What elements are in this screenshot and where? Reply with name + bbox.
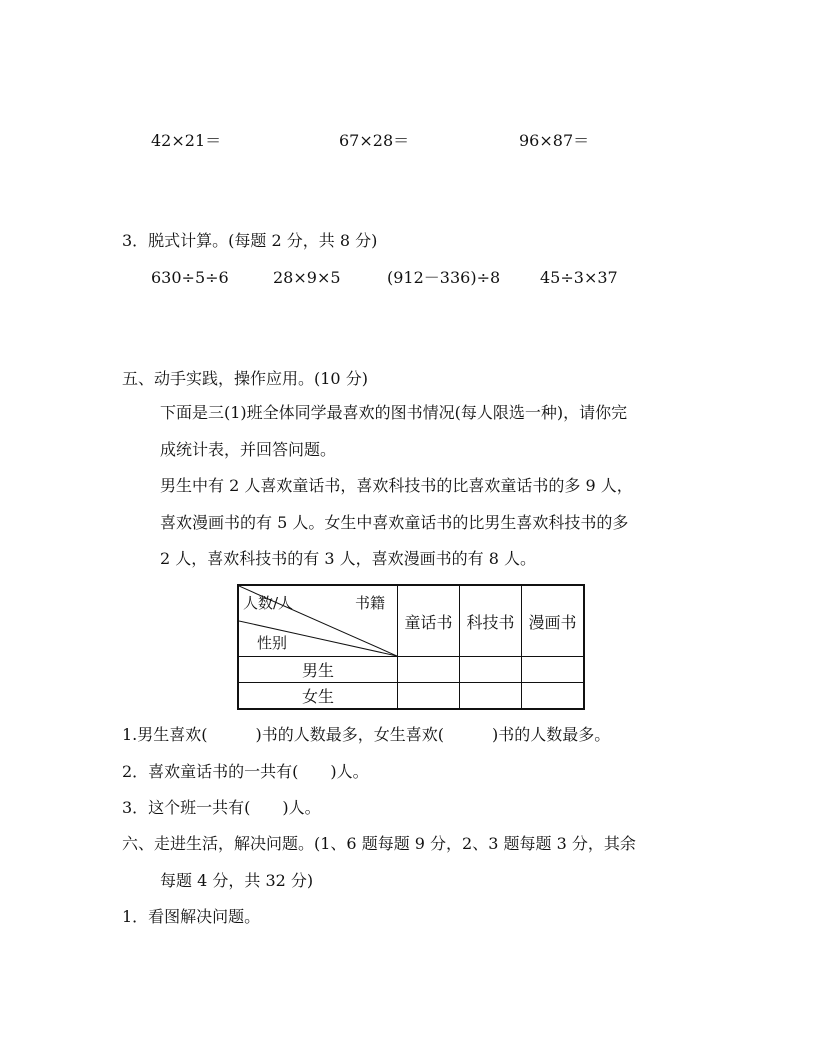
stepcalc-item-3: (912－336)÷8 [387,268,501,287]
calc-item-2: 67×28＝ [339,131,410,150]
stepcalc-item-1: 630÷5÷6 [151,268,229,287]
corner-label-people: 人数/人 [243,594,294,612]
column-header-comic: 漫画书 [522,585,585,657]
table-cell-blank[interactable] [398,683,460,710]
section5-para-line-3: 男生中有 2 人喜欢童话书，喜欢科技书的比喜欢童话书的多 9 人， [160,476,633,495]
statistics-table [237,584,585,710]
section5-title: 五、动手实践，操作应用。(10 分) [122,369,368,388]
table-cell-blank[interactable] [522,657,585,683]
column-header-science: 科技书 [460,585,522,657]
corner-label-gender: 性别 [257,634,288,652]
corner-label-books: 书籍 [355,594,386,612]
section6-question-1: 1．看图解决问题。 [122,907,261,926]
section5-question-1: 1.男生喜欢( )书的人数最多，女生喜欢( )书的人数最多。 [122,725,611,744]
table-cell-blank[interactable] [522,683,585,710]
table-header-row [238,585,584,657]
table-row [238,657,584,683]
section5-para-line-2: 成统计表，并回答问题。 [160,440,337,459]
section6-title: 六、走进生活，解决问题。(1、6 题每题 9 分，2、3 题每题 3 分，其余 [122,834,636,853]
section3-title: 3．脱式计算。(每题 2 分，共 8 分) [122,231,378,250]
table-cell-blank[interactable] [398,657,460,683]
section5-para-line-4: 喜欢漫画书的有 5 人。女生中喜欢童话书的比男生喜欢科技书的多 [160,513,629,532]
column-header-fairy-tale: 童话书 [398,585,460,657]
table-cell-blank[interactable] [460,683,522,710]
stepcalc-item-4: 45÷3×37 [540,268,618,287]
table-corner-cell [238,585,398,657]
table-cell-blank[interactable] [460,657,522,683]
section5-para-line-1: 下面是三(1)班全体同学最喜欢的图书情况(每人限选一种)，请你完 [160,403,628,422]
row-header-girls: 女生 [238,683,398,710]
section5-question-3: 3．这个班一共有( )人。 [122,798,321,817]
section5-question-2: 2．喜欢童话书的一共有( )人。 [122,762,369,781]
row-header-boys: 男生 [238,657,398,683]
table-row [238,683,584,710]
stepcalc-item-2: 28×9×5 [273,268,341,287]
section5-para-line-5: 2 人，喜欢科技书的有 3 人，喜欢漫画书的有 8 人。 [160,549,536,568]
calc-item-3: 96×87＝ [519,131,590,150]
section6-title-continued: 每题 4 分，共 32 分) [160,871,314,890]
calc-item-1: 42×21＝ [151,131,222,150]
